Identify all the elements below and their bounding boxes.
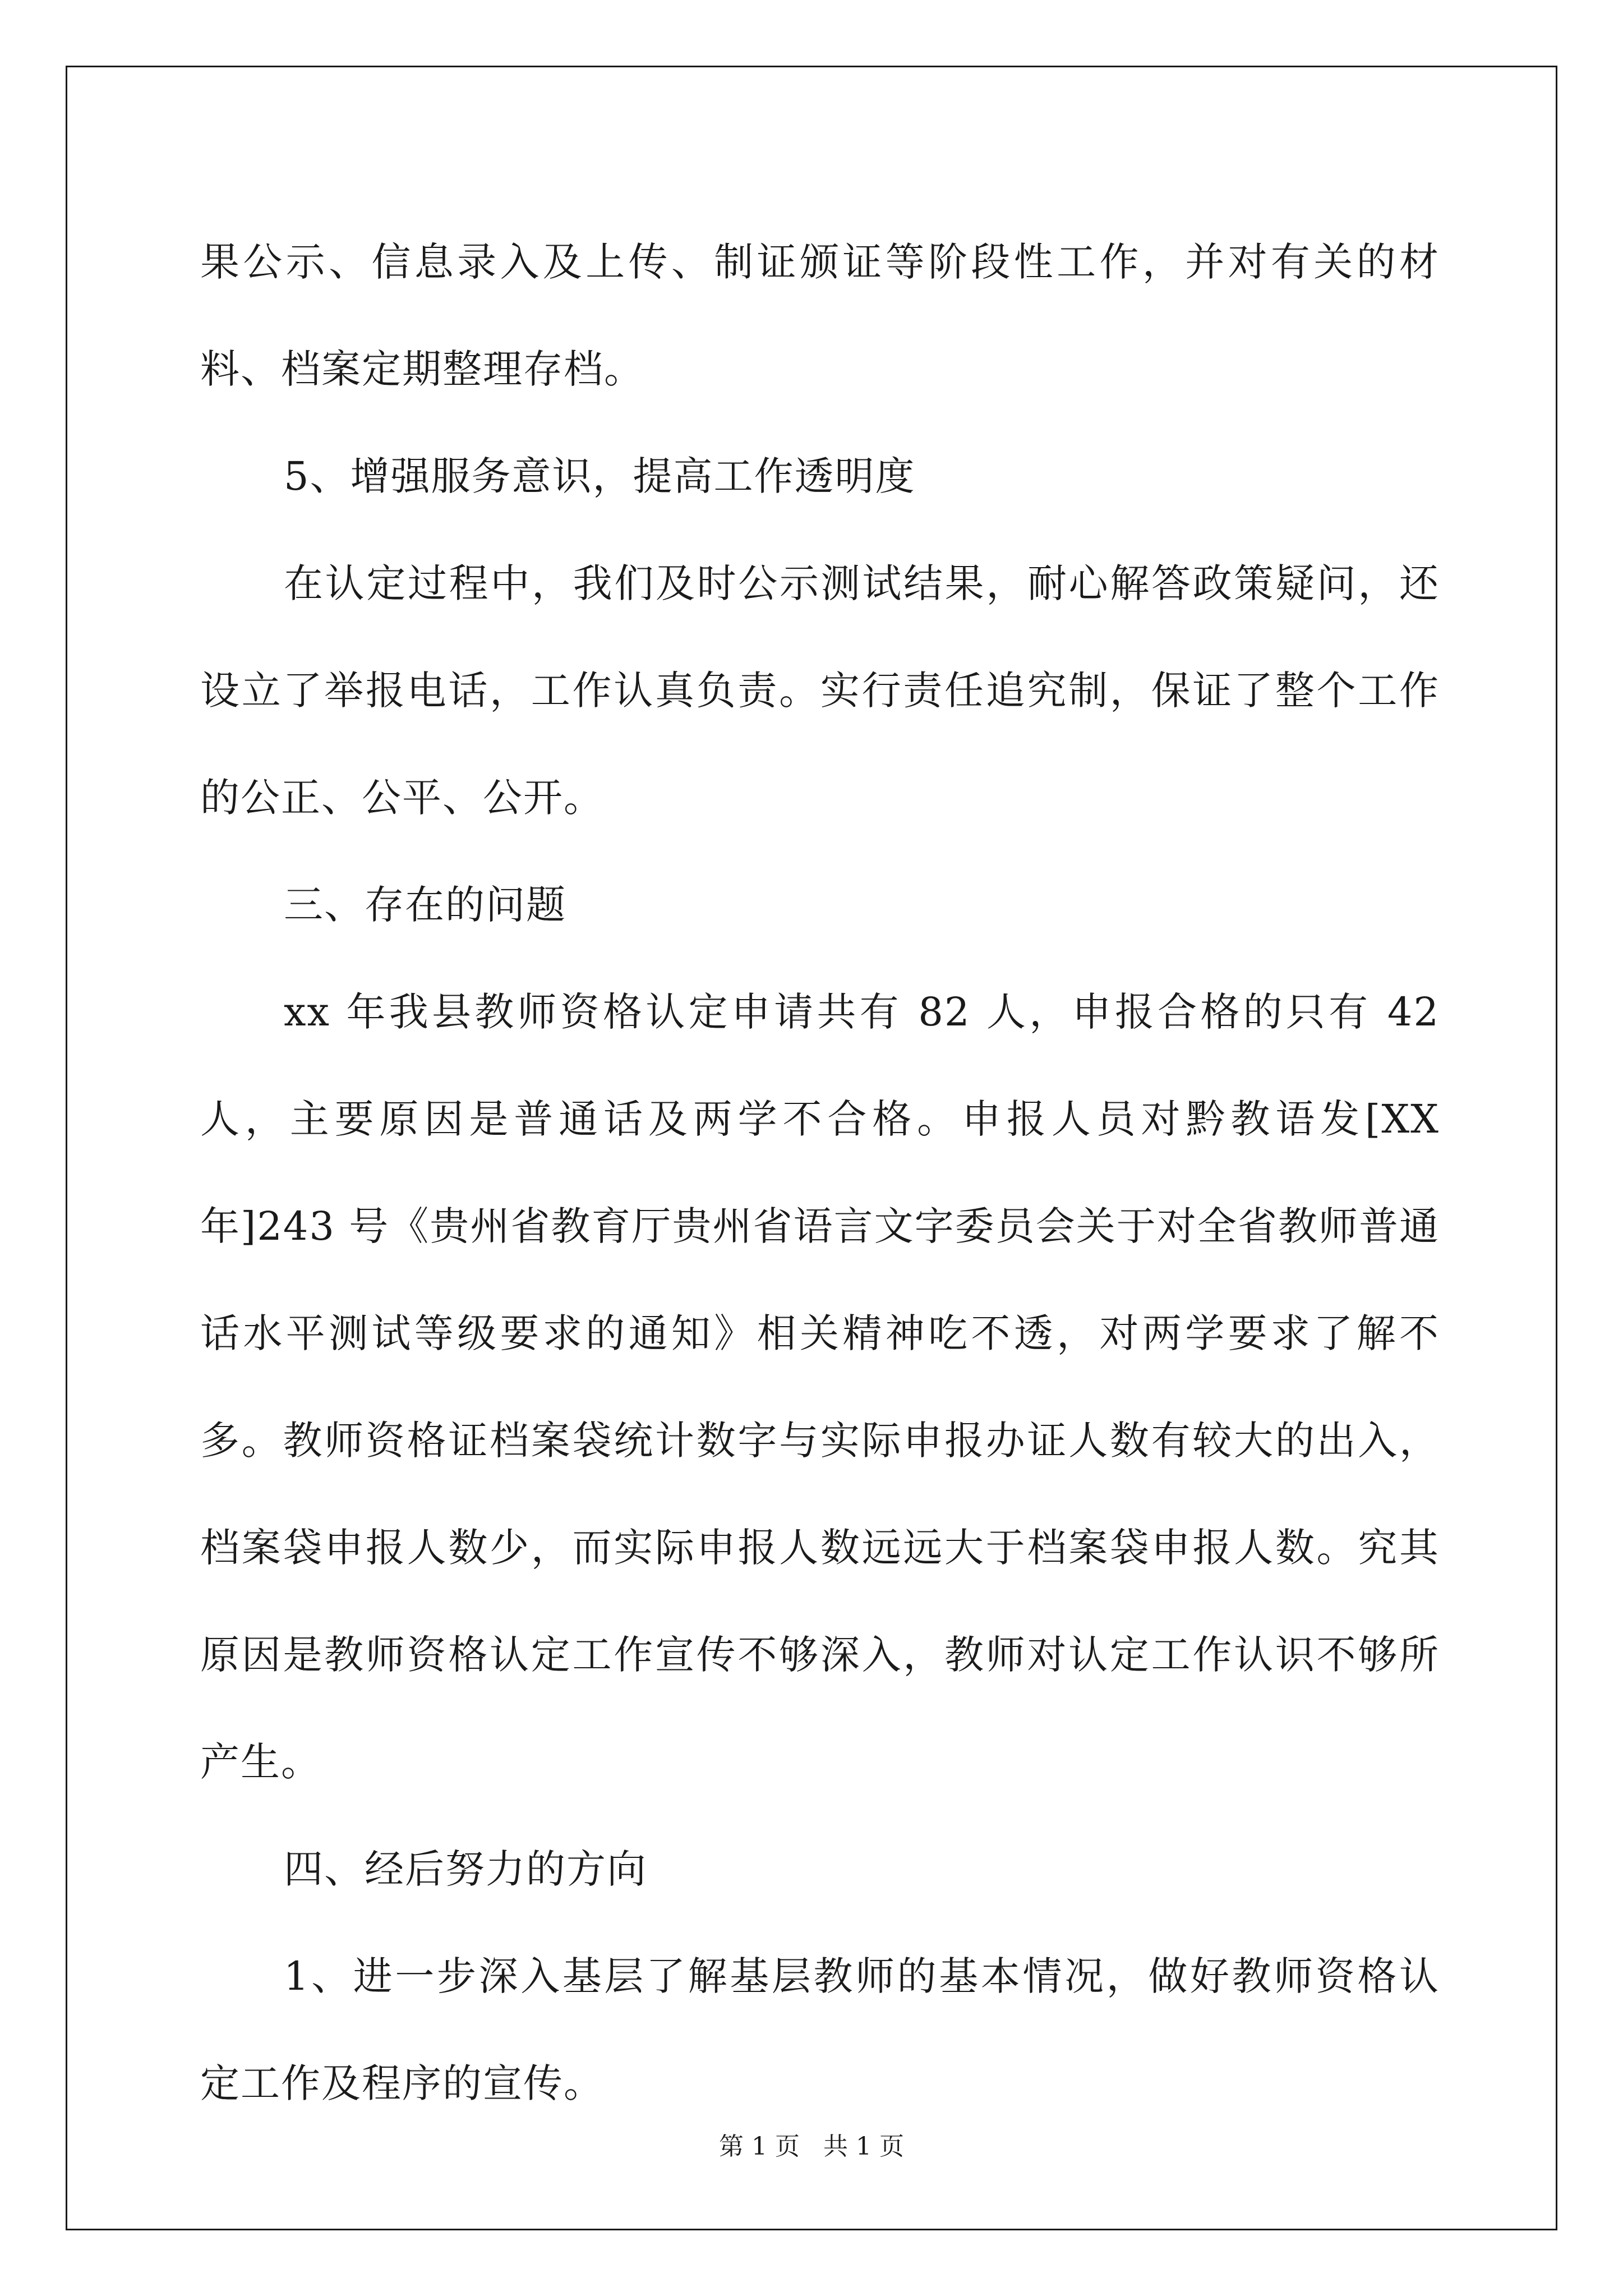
paragraph-continuation: 果公示、信息录入及上传、制证颁证等阶段性工作，并对有关的材料、档案定期整理存档。: [200, 239, 1440, 392]
page-footer: 第 1 页 共 1 页: [719, 2132, 904, 2161]
paragraph-certification-process: 在认定过程中，我们及时公示测试结果，耐心解答政策疑问，还设立了举报电话，工作认真负责。实行责任追究制，保证了整个工作的公正、公平、公开。: [200, 560, 1440, 821]
paragraph-future-item-1: 1、进一步深入基层了解基层教师的基本情况，做好教师资格认定工作及程序的宣传。: [200, 1953, 1440, 2106]
heading-existing-problems: 三、存在的问题: [284, 882, 566, 928]
heading-future-direction: 四、经后努力的方向: [284, 1846, 647, 1892]
document-body: [200, 209, 1440, 2137]
paragraph-problems-detail: xx 年我县教师资格认定申请共有 82 人，申报合格的只有 42 人，主要原因是普通话及两学不合格。申报人员对黔教语发[XX 年]243 号《贵州省教育厅贵州省语言文字委员会关于对全省教师普通话水平测试等级要求的通知》相关精神吃不透，对两学要求了解不多。教师资格证档案袋统计数字与实际申报办证人数有较大的出入，档案袋申报人数少，而实际申报人数远远大于档案袋申报人数。究其原因是教师资格认定工作宣传不够深入，教师对认定工作认识不够所产生。: [200, 989, 1440, 1785]
heading-service-awareness: 5、增强服务意识，提高工作透明度: [284, 453, 916, 499]
